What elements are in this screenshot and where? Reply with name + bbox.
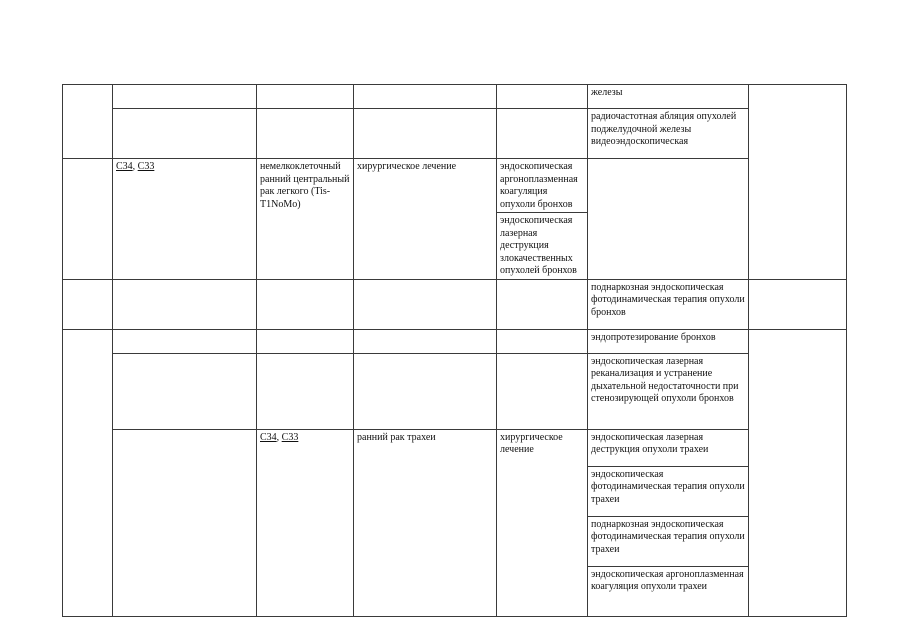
table-row	[63, 353, 847, 429]
diagnosis-cell	[354, 85, 497, 109]
medical-care-table	[62, 84, 847, 617]
treatment-cell: хирургическое лечение	[497, 429, 588, 616]
profile-cell	[113, 353, 257, 429]
codes-cell	[257, 353, 354, 429]
method-cell: поднаркозная эндоскопическая фотодинамическая терапия опухоли бронхов	[588, 279, 749, 329]
codes-cell	[257, 329, 354, 353]
method-cell: эндоскопическая аргоноплазменная коагуляция опухоли бронхов	[497, 159, 588, 213]
method-cell: эндоскопическая лазерная деструкция опухоли трахеи	[588, 429, 749, 466]
treatment-cell	[497, 329, 588, 353]
norm-cell	[749, 85, 847, 280]
icd-code-link[interactable]: C34	[260, 431, 277, 443]
profile-cell	[113, 429, 257, 616]
profile-cell	[113, 329, 257, 353]
method-cell: эндоскопическая фотодинамическая терапия опухоли трахеи	[588, 466, 749, 516]
diagnosis-cell	[354, 329, 497, 353]
table-row	[63, 85, 847, 109]
code-separator: ,	[132, 161, 138, 172]
table-row	[63, 329, 847, 353]
profile-cell	[63, 159, 113, 280]
treatment-cell	[497, 85, 588, 109]
table-row	[63, 109, 847, 159]
method-cell: поднаркозная эндоскопическая фотодинамическая терапия опухоли трахеи	[588, 516, 749, 566]
treatment-cell: хирургическое лечение	[354, 159, 497, 280]
codes-cell	[257, 109, 354, 159]
icd-code-link[interactable]: C34	[116, 161, 133, 172]
profile-cell	[113, 109, 257, 159]
table-row	[63, 159, 847, 213]
profile-cell	[113, 85, 257, 109]
treatment-cell	[497, 279, 588, 329]
treatment-cell	[497, 353, 588, 429]
number-cell	[63, 279, 113, 329]
diagnosis-cell: немелкоклеточный ранний центральный рак легкого (Tis-T1NoMo)	[257, 159, 354, 280]
diagnosis-cell	[354, 109, 497, 159]
treatment-cell	[497, 109, 588, 159]
method-cell: эндопротезирование бронхов	[588, 329, 749, 353]
method-cell: эндоскопическая аргоноплазменная коагуляция опухоли трахеи	[588, 566, 749, 616]
codes-cell	[257, 429, 354, 616]
profile-cell	[113, 279, 257, 329]
icd-code-link[interactable]: C33	[281, 431, 299, 443]
codes-cell	[113, 159, 257, 280]
norm-cell	[749, 279, 847, 329]
diagnosis-cell	[354, 279, 497, 329]
diagnosis-cell: ранний рак трахеи	[354, 429, 497, 616]
diagnosis-cell	[354, 353, 497, 429]
method-cell: железы	[588, 85, 749, 109]
codes-cell	[257, 279, 354, 329]
icd-code-link[interactable]: C33	[137, 161, 155, 172]
codes-cell	[257, 85, 354, 109]
method-cell: радиочастотная абляция опухолей поджелудочной железы видеоэндоскопическая	[588, 109, 749, 159]
method-cell: эндоскопическая лазерная реканализация и устранение дыхательной недостаточности при стенозирующей опухоли бронхов	[588, 353, 749, 429]
number-cell	[63, 329, 113, 616]
number-cell	[63, 85, 113, 159]
method-cell: эндоскопическая лазерная деструкция злокачественных опухолей бронхов	[497, 213, 588, 280]
code-separator: ,	[276, 431, 282, 443]
table-row	[63, 279, 847, 329]
norm-cell	[749, 329, 847, 616]
table-row	[63, 429, 847, 466]
